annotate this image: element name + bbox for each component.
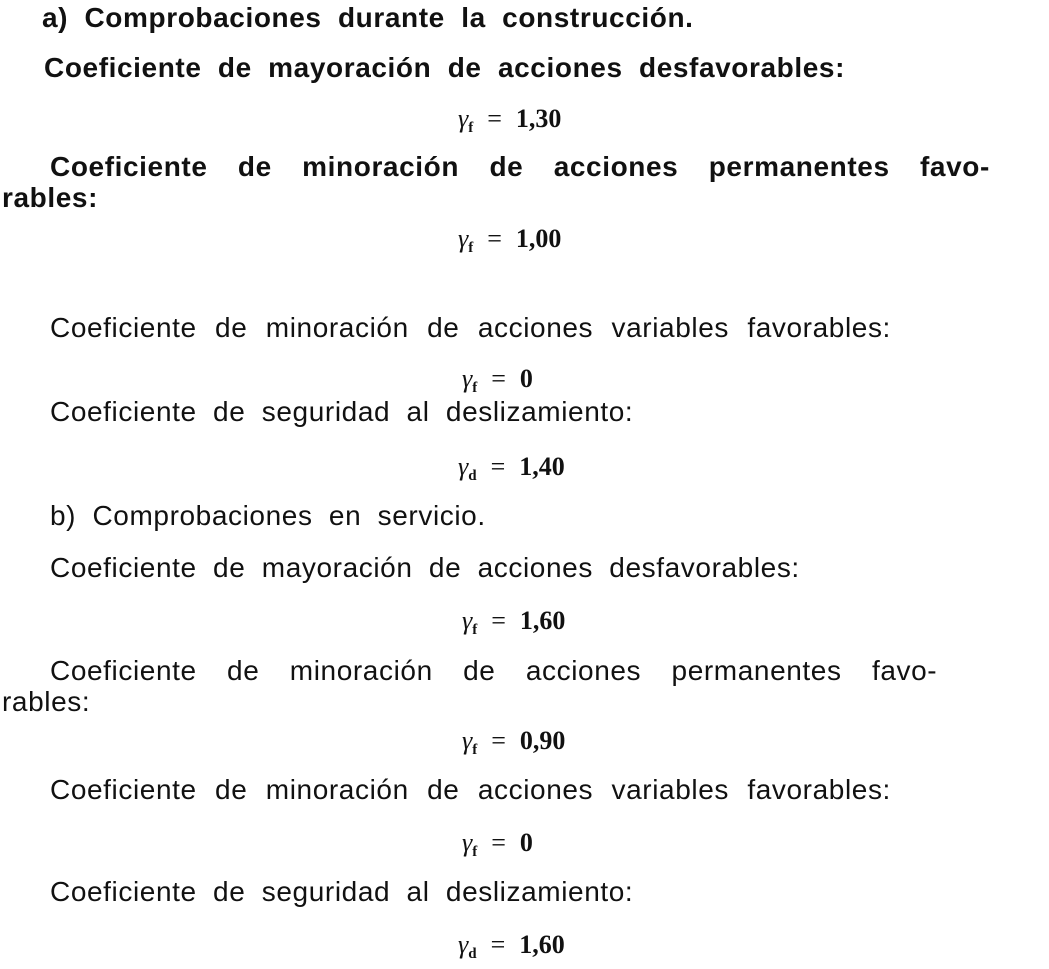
equals-sign: =	[490, 930, 506, 959]
formula-subscript: f	[472, 380, 478, 396]
section-b-item-4-text: Coeficiente de seguridad al deslizamiento:	[50, 876, 634, 907]
section-a-item-2-text-line2: rables:	[2, 182, 99, 213]
formula-subscript: d	[468, 946, 477, 962]
equals-sign: =	[491, 364, 506, 393]
formula-value: 0	[519, 828, 533, 857]
section-a-item-2-formula	[458, 224, 561, 263]
formula-value: 1,40	[519, 452, 565, 481]
section-b-item-3-text: Coeficiente de minoración de acciones variables favorables:	[50, 774, 891, 805]
gamma-symbol: γ	[462, 364, 473, 393]
equals-sign: =	[487, 104, 502, 133]
section-a-item-2-text-line1: Coeficiente de minoración de acciones permanentes favo-	[50, 151, 990, 182]
gamma-symbol: γ	[458, 104, 469, 133]
formula-value: 1,00	[515, 224, 562, 253]
section-b-item-2-text-line2: rables:	[2, 686, 91, 717]
section-b-item-1-text: Coeficiente de mayoración de acciones desfavorables:	[50, 552, 800, 583]
equals-sign: =	[487, 224, 502, 253]
formula-subscript: f	[468, 240, 474, 256]
formula-subscript: f	[468, 120, 474, 136]
formula-value: 1,60	[519, 930, 565, 959]
formula-subscript: f	[472, 844, 478, 860]
equals-sign: =	[490, 452, 506, 481]
section-a-item-1-formula	[458, 104, 561, 143]
gamma-symbol: γ	[462, 606, 473, 635]
formula-value: 0,90	[519, 726, 566, 755]
formula-subscript: f	[472, 622, 478, 638]
section-b-item-2-formula	[462, 726, 565, 765]
gamma-symbol: γ	[462, 726, 473, 755]
section-b-item-2-text-line1: Coeficiente de minoración de acciones permanentes favo-	[50, 655, 938, 686]
equals-sign: =	[491, 606, 506, 635]
formula-value: 0	[519, 364, 533, 393]
formula-value: 1,30	[515, 104, 562, 133]
formula-value: 1,60	[519, 606, 566, 635]
formula-subscript: f	[472, 742, 478, 758]
section-a-item-4-formula	[458, 452, 565, 491]
section-a-item-3-text: Coeficiente de minoración de acciones variables favorables:	[50, 312, 891, 343]
section-a-item-4-text: Coeficiente de seguridad al deslizamiento:	[50, 396, 634, 427]
equals-sign: =	[491, 726, 506, 755]
gamma-symbol: γ	[458, 930, 469, 959]
gamma-symbol: γ	[458, 224, 469, 253]
gamma-symbol: γ	[458, 452, 469, 481]
section-b-item-4-formula	[458, 930, 565, 969]
gamma-symbol: γ	[462, 828, 473, 857]
equals-sign: =	[491, 828, 506, 857]
section-b-item-3-formula	[462, 828, 533, 867]
section-a-heading: a) Comprobaciones durante la construcción.	[42, 2, 694, 33]
formula-subscript: d	[468, 468, 477, 484]
section-a-item-1-text: Coeficiente de mayoración de acciones desfavorables:	[44, 52, 846, 83]
section-b-heading: b) Comprobaciones en servicio.	[50, 500, 486, 531]
section-b-item-1-formula	[462, 606, 565, 645]
